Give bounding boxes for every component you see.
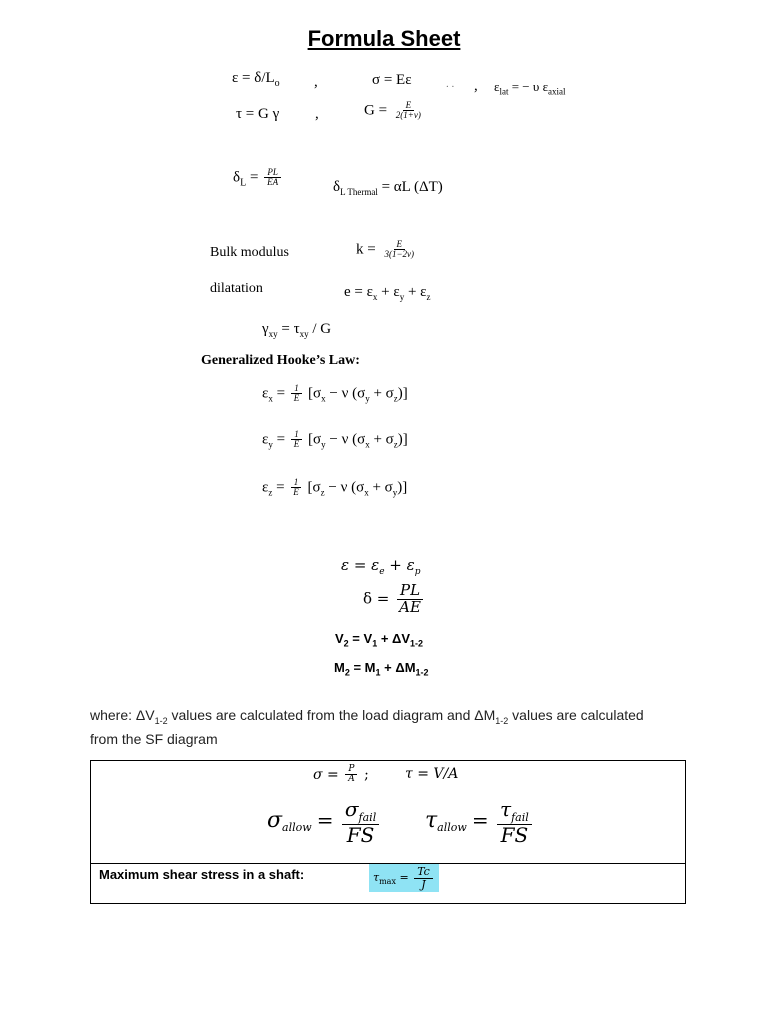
allowable-normal-stress: $\sigma_{allow}$ = $\frac{\sigma_{fail}}{FS}$ xyxy=(267,799,381,846)
moment-formula: $M_2 = M_1 + \Delta M_{1-2}$ xyxy=(334,660,429,678)
shear-stress-formula: τ = V/A xyxy=(405,766,459,782)
note-text: where: $\Delta V_{1-2}$ values are calculated from the load diagram and $\Delta M_{1-2}$ values are calculated from the SF diagram xyxy=(90,707,644,747)
dilatation-formula: $e = \varepsilon_x + \varepsilon_y + \varepsilon_z$ xyxy=(344,284,431,302)
allowable-shear-stress: $\tau_{allow}$ = $\frac{\tau_{fail}}{FS}$ xyxy=(425,799,534,846)
strain-formula: $\varepsilon = \delta/L_o$ xyxy=(232,70,280,89)
lateral-strain-formula: $\varepsilon_{lat}$ = − υ $\varepsilon_{axial}$ xyxy=(494,79,566,97)
hooke-z-formula: $\varepsilon_z$ = $\frac{1}{E}$ [$\sigma_z - \nu$ $(\sigma_x + \sigma_y)$] xyxy=(262,477,408,498)
bulk-modulus-formula: k = $\frac{E}{3(1-2\nu)}$ xyxy=(356,239,415,260)
hooke-y-formula: $\varepsilon_y$ = $\frac{1}{E}$ [$\sigma_y - \nu$ $(\sigma_x + \sigma_z)$] xyxy=(262,429,408,450)
hooke-law-heading: Generalized Hooke’s Law: xyxy=(201,353,360,368)
shear-modulus-formula: G = $\frac{E}{2(1+\nu)}$ xyxy=(364,100,421,121)
comma: , xyxy=(474,78,478,94)
shear-force-formula: $V_2 = V_1 + \Delta V_{1-2}$ xyxy=(335,631,424,649)
shaft-shear-label: Maximum shear stress in a shaft: xyxy=(99,867,305,882)
elongation-formula: $\delta_L$ = $\frac{PL}{EA}$ xyxy=(233,168,283,188)
bulk-modulus-label: Bulk modulus xyxy=(210,245,289,260)
dilatation-label: dilatation xyxy=(210,281,263,296)
shear-strain-formula: $\gamma_{xy} = \tau_{xy} / G$ xyxy=(262,321,332,339)
normal-stress-formula: σ = $\frac{P}{A}$ ; xyxy=(313,764,369,785)
comma: , xyxy=(314,74,318,90)
thermal-formula: $\delta_{L Thermal} = \alpha L$ (ΔT) xyxy=(333,179,443,197)
page-title: Formula Sheet xyxy=(307,26,461,51)
hooke-formula: σ = Eε xyxy=(372,72,412,88)
comma: , xyxy=(315,106,319,122)
axial-deformation-formula: δ = $\frac{PL}{AE}$ xyxy=(363,583,426,616)
shear-formula: τ = G γ xyxy=(236,106,280,122)
formula-table xyxy=(90,760,686,904)
hooke-x-formula: $\varepsilon_x$ = $\frac{1}{E}$ [$\sigma_x - \nu$ $(\sigma_y + \sigma_z)$] xyxy=(262,383,408,404)
dots: . . xyxy=(446,78,455,90)
max-shear-formula: $\tau_{max}$ = $\frac{Tc}{J}$ xyxy=(369,864,439,892)
total-strain-formula: $\varepsilon = \varepsilon_e + \varepsilon_p$ xyxy=(341,556,421,577)
